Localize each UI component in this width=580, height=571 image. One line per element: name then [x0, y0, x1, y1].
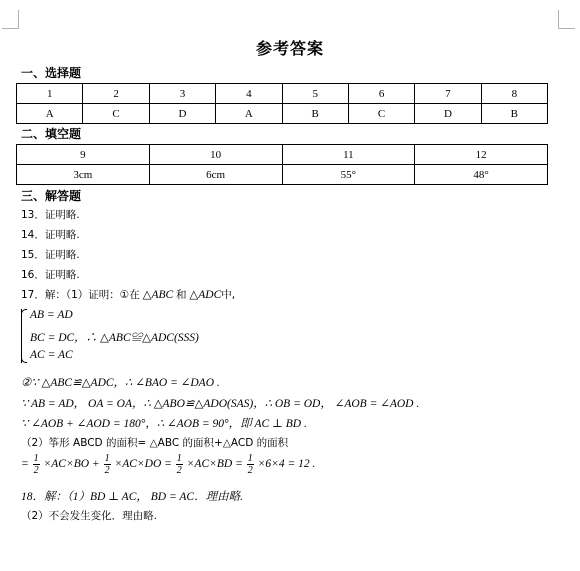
conjunction: 和 — [176, 289, 187, 301]
solution-17-intro-text: 17．解：（1）证明：①在 — [21, 289, 140, 301]
solution-18-part-1: 18．解：（1）BD ⊥ AC， BD = AC．理由略. — [21, 491, 243, 503]
question-number-cell: 2 — [83, 84, 149, 104]
congruence-condition-3: AC = AC — [30, 349, 73, 361]
solution-17-step-3: ∵ AB = AD， OA = OA，∴ △ABO≌△ADO(SAS)，∴ OB = OD， ∠AOB = ∠AOD . — [21, 398, 420, 410]
fraction-one-half — [247, 453, 254, 476]
answer-cell: D — [149, 104, 215, 124]
triangle-abc: △ABC — [142, 289, 174, 301]
question-number-cell: 9 — [17, 145, 150, 165]
page-title: 参考答案 — [255, 39, 324, 58]
solution-14: 14．证明略. — [21, 229, 80, 241]
answer-cell: 3cm — [17, 165, 150, 185]
fraction-numerator: 1 — [247, 453, 253, 464]
question-number-cell: 5 — [282, 84, 348, 104]
fraction-numerator: 1 — [176, 453, 182, 464]
question-number-cell: 3 — [149, 84, 215, 104]
question-number-cell: 8 — [481, 84, 547, 104]
solution-17-area-formula — [21, 453, 315, 476]
answer-cell: A — [216, 104, 282, 124]
area-term-1: ×AC×BO + — [43, 458, 100, 471]
congruence-condition-2: BC = DC，∴ △ABC≌△ADC(SSS) — [30, 332, 199, 344]
triangle-adc: △ADC — [189, 289, 222, 301]
question-number-cell: 7 — [415, 84, 481, 104]
equals-sign: = — [21, 458, 29, 471]
answer-cell: C — [348, 104, 414, 124]
question-number-cell: 12 — [415, 145, 548, 165]
area-result: ×6×4 = 12 . — [257, 458, 316, 471]
solution-15: 15．证明略. — [21, 249, 80, 261]
answer-cell: B — [282, 104, 348, 124]
fraction-denominator: 2 — [104, 465, 110, 476]
congruence-condition-1: AB = AD — [30, 309, 73, 321]
solution-17-intro — [21, 287, 235, 302]
section-heading-solve: 三、解答题 — [21, 189, 82, 203]
table-row-numbers — [17, 84, 548, 104]
solution-16: 16．证明略. — [21, 269, 80, 281]
answer-cell: 6cm — [149, 165, 282, 185]
answer-cell: C — [83, 104, 149, 124]
table-row-answers — [17, 104, 548, 124]
question-number-cell: 1 — [17, 84, 83, 104]
fraction-one-half — [176, 453, 183, 476]
answer-cell: 48° — [415, 165, 548, 185]
fill-answer-table — [16, 144, 548, 185]
solution-17-part-2: （2）筝形 ABCD 的面积= △ABC 的面积+△ACD 的面积 — [21, 437, 289, 449]
answer-cell: A — [17, 104, 83, 124]
answer-cell: 55° — [282, 165, 415, 185]
fraction-numerator: 1 — [104, 453, 110, 464]
solution-18-part-2: （2）不会发生变化．理由略. — [21, 510, 158, 522]
section-heading-fill: 二、填空题 — [21, 127, 82, 141]
crop-mark-top-left — [2, 10, 19, 29]
fraction-one-half — [104, 453, 111, 476]
answer-cell: B — [481, 104, 547, 124]
fraction-denominator: 2 — [176, 465, 182, 476]
area-term-2: ×AC×DO = — [114, 458, 172, 471]
question-number-cell: 10 — [149, 145, 282, 165]
question-number-cell: 6 — [348, 84, 414, 104]
table-row-answers — [17, 165, 548, 185]
crop-mark-top-right — [558, 10, 575, 29]
solution-17-step-2: ②∵ △ABC≌△ADC，∴ ∠BAO = ∠DAO . — [21, 377, 220, 389]
answer-cell: D — [415, 104, 481, 124]
solution-13: 13．证明略. — [21, 209, 80, 221]
question-number-cell: 11 — [282, 145, 415, 165]
system-brace — [21, 309, 28, 363]
fraction-one-half — [33, 453, 40, 476]
question-number-cell: 4 — [216, 84, 282, 104]
fraction-numerator: 1 — [33, 453, 39, 464]
solution-17-step-4: ∵ ∠AOB + ∠AOD = 180°，∴ ∠AOB = 90°，即 AC ⊥ BD . — [21, 418, 307, 430]
fraction-denominator: 2 — [33, 465, 39, 476]
section-heading-choice: 一、选择题 — [21, 66, 82, 80]
choice-answer-table — [16, 83, 548, 124]
fraction-denominator: 2 — [247, 465, 253, 476]
solution-17-intro-end: 中, — [221, 289, 236, 301]
table-row-numbers — [17, 145, 548, 165]
area-term-3: ×AC×BD = — [186, 458, 243, 471]
